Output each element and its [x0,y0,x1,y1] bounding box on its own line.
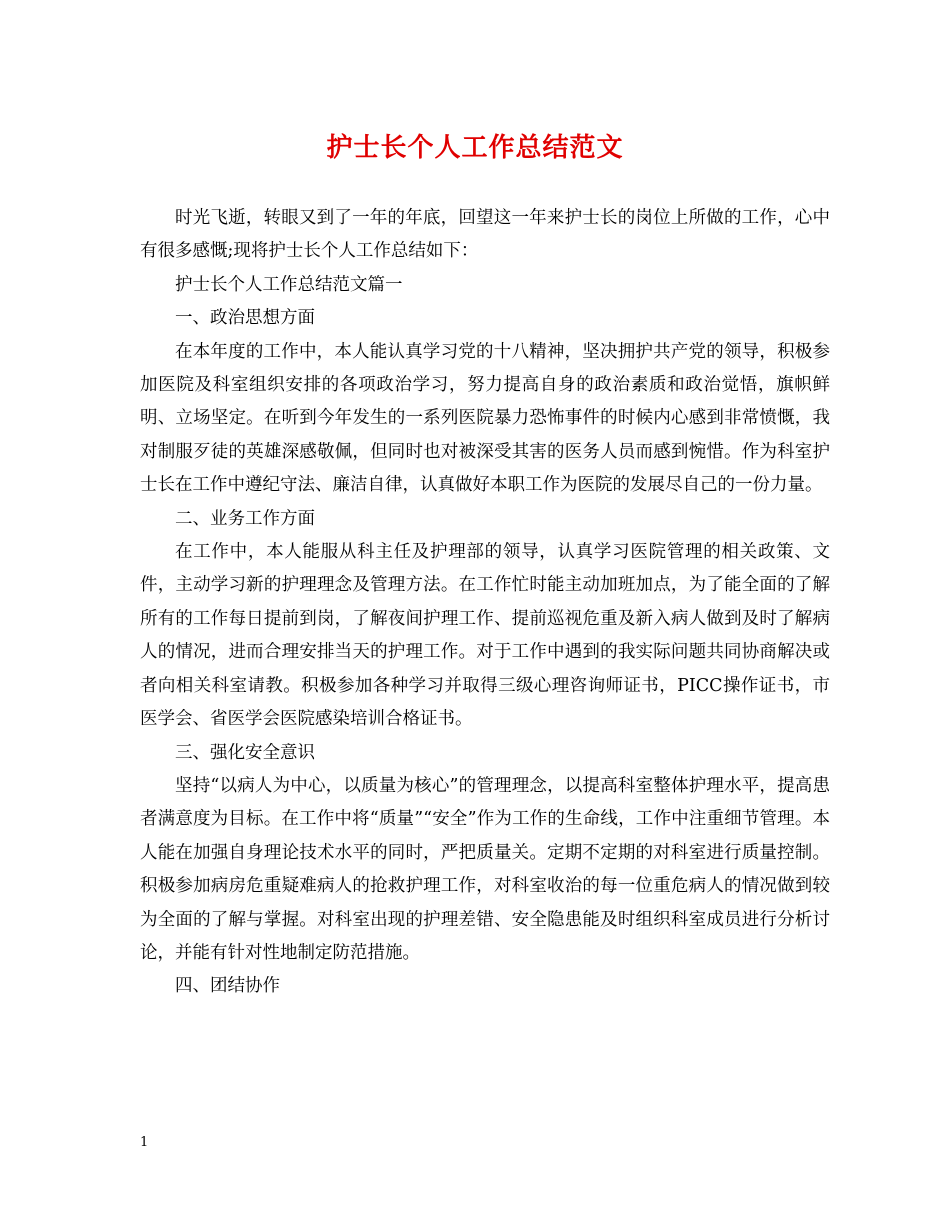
section-heading-safety: 三、强化安全意识 [175,742,315,763]
document-body [140,202,830,1004]
section-heading-teamwork: 四、团结协作 [175,976,280,997]
paragraph-intro: 时光飞逝，转眼又到了一年的年底，回望这一年来护士长的岗位上所做的工作，心中有很多感慨;现将护士长个人工作总结如下： [140,208,830,262]
paragraph-business: 在工作中，本人能服从科主任及护理部的领导，认真学习医院管理的相关政策、文件，主动学习新的护理理念及管理方法。在工作忙时能主动加班加点，为了能全面的了解所有的工作每日提前到岗，了解夜间护理工作、提前巡视危重及新入病人做到及时了解病人的情况，进而合理安排当天的护理工作。对于工作中遇到的我实际问题共同协商解决或者向相关科室请教。积极参加各种学习并取得三级心理咨询师证书，PICC操作证书，市医学会、省医学会医院感染培训合格证书。 [140,542,830,730]
paragraph-safety: 坚持“以病人为中心，以质量为核心”的管理理念，以提高科室整体护理水平，提高患者满意度为目标。在工作中将“质量”“安全”作为工作的生命线，工作中注重细节管理。本人能在加强自身理论技术水平的同时，严把质量关。定期不定期的对科室进行质量控制。积极参加病房危重疑难病人的抢救护理工作，对科室收治的每一位重危病人的情况做到较为全面的了解与掌握。对科室出现的护理差错、安全隐患能及时组织科室成员进行分析讨论，并能有针对性地制定防范措施。 [140,775,830,963]
page-number: 1 [140,1135,149,1150]
section-heading-business: 二、业务工作方面 [175,508,315,529]
paragraph-political: 在本年度的工作中，本人能认真学习党的十八精神，坚决拥护共产党的领导，积极参加医院及科室组织安排的各项政治学习，努力提高自身的政治素质和政治觉悟，旗帜鲜明、立场坚定。在听到今年发生的一系列医院暴力恐怖事件的时候内心感到非常愤慨，我对制服歹徒的英雄深感敬佩，但同时也对被深受其害的医务人员而感到惋惜。作为科室护士长在工作中遵纪守法、廉洁自律，认真做好本职工作为医院的发展尽自己的一份力量。 [140,341,830,496]
section-heading-political: 一、政治思想方面 [175,308,315,329]
document-title: 护士长个人工作总结范文 [326,133,624,163]
section-heading-part-one: 护士长个人工作总结范文篇一 [175,274,403,295]
